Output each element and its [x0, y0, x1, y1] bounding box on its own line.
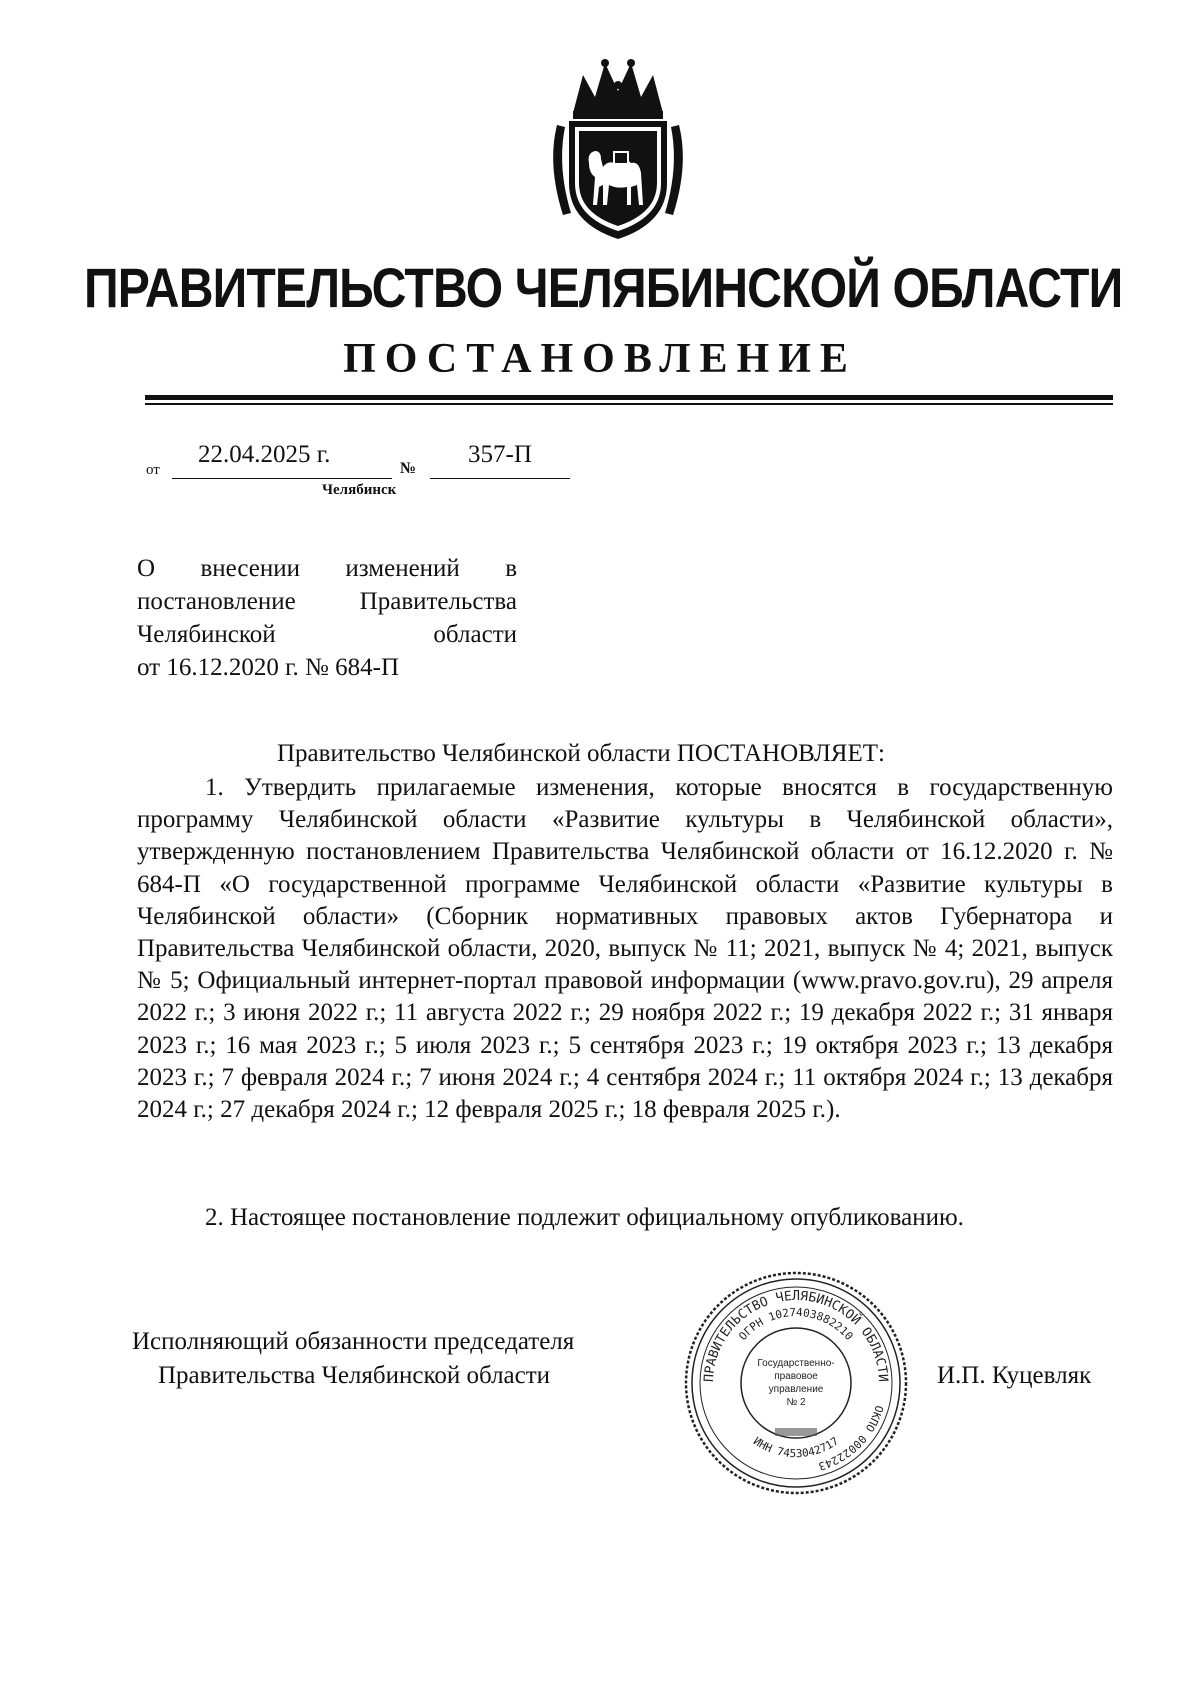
subject-line: Челябинской области — [137, 621, 517, 648]
header-divider-thick — [145, 395, 1113, 400]
document-type-title: ПОСТАНОВЛЕНИЕ — [343, 336, 857, 382]
resolution-item-1: 1. Утвердить прилагаемые изменения, которые вносятся в государственную программу Челябинской области «Развитие культуры в Челябинской области», утвержденную постановлением Правительства Челябинской области от 16.12.2020 г. № 684-П «О государственной программе Челябинской области «Развитие культуры в Челябинской области» (Сборник нормативных правовых актов Губернатора и Правительства Челябинской области, 2020, выпуск № 11; 2021, выпуск № 4; 2021, выпуск № 5; Официальный интернет-портал правовой информации (www.pravo.gov.ru), 29 апреля 2022 г.; 3 июня 2022 г.; 11 августа 2022 г.; 29 ноября 2022 г.; 19 декабря 2022 г.; 31 января 2023 г.; 16 мая 2023 г.; 5 июля 2023 г.; 5 сентября 2023 г.; 19 октября 2023 г.; 13 декабря 2023 г.; 7 февраля 2024 г.; 7 июня 2024 г.; 4 сентября 2024 г.; 11 октября 2024 г.; 13 декабря 2024 г.; 27 декабря 2024 г.; 12 февраля 2025 г.; 18 февраля 2025 г.). — [137, 774, 1113, 1124]
seal-center-line-3: управление — [768, 1384, 824, 1395]
subject-line: постановление Правительства — [137, 588, 517, 615]
number-label: № — [400, 460, 417, 477]
seal-center-line-1: Государственно- — [757, 1358, 835, 1369]
document-subject — [137, 552, 517, 684]
resolution-item-2: 2. Настоящее постановление подлежит официальному опубликованию. — [205, 1204, 964, 1231]
seal-ogrn: ОГРН 1027403882210 — [736, 1305, 856, 1343]
document-number: 357-П — [468, 441, 532, 468]
seal-center-line-4: № 2 — [786, 1397, 806, 1408]
seal-inn: ИНН 7453042717 — [750, 1434, 842, 1461]
coat-of-arms-emblem — [543, 55, 693, 245]
date-label: от — [146, 462, 160, 478]
seal-center-line-2: правовое — [774, 1371, 818, 1382]
subject-line: от 16.12.2020 г. № 684-П — [137, 654, 400, 681]
official-seal-stamp — [683, 1270, 909, 1496]
header-divider-thin — [145, 403, 1113, 405]
seal-okpo: ОКПО 00022243 — [816, 1403, 886, 1473]
signatory-title-line-2: Правительства Челябинской области — [158, 1362, 551, 1389]
preamble: Правительство Челябинской области ПОСТАНОВЛЯЕТ: — [277, 740, 885, 767]
date-underline — [172, 478, 392, 479]
city-name: Челябинск — [322, 482, 397, 498]
organization-name: ПРАВИТЕЛЬСТВО ЧЕЛЯБИНСКОЙ ОБЛАСТИ — [84, 256, 1123, 319]
signatory-name: И.П. Куцевляк — [937, 1362, 1092, 1389]
seal-outer-text: ПРАВИТЕЛЬСТВО ЧЕЛЯБИНСКОЙ ОБЛАСТИ — [701, 1289, 891, 1383]
number-underline — [430, 478, 570, 479]
document-date: 22.04.2025 г. — [198, 441, 331, 468]
signatory-title-line-1: Исполняющий обязанности председателя — [132, 1328, 575, 1355]
subject-line: О внесении изменений в — [137, 555, 517, 582]
